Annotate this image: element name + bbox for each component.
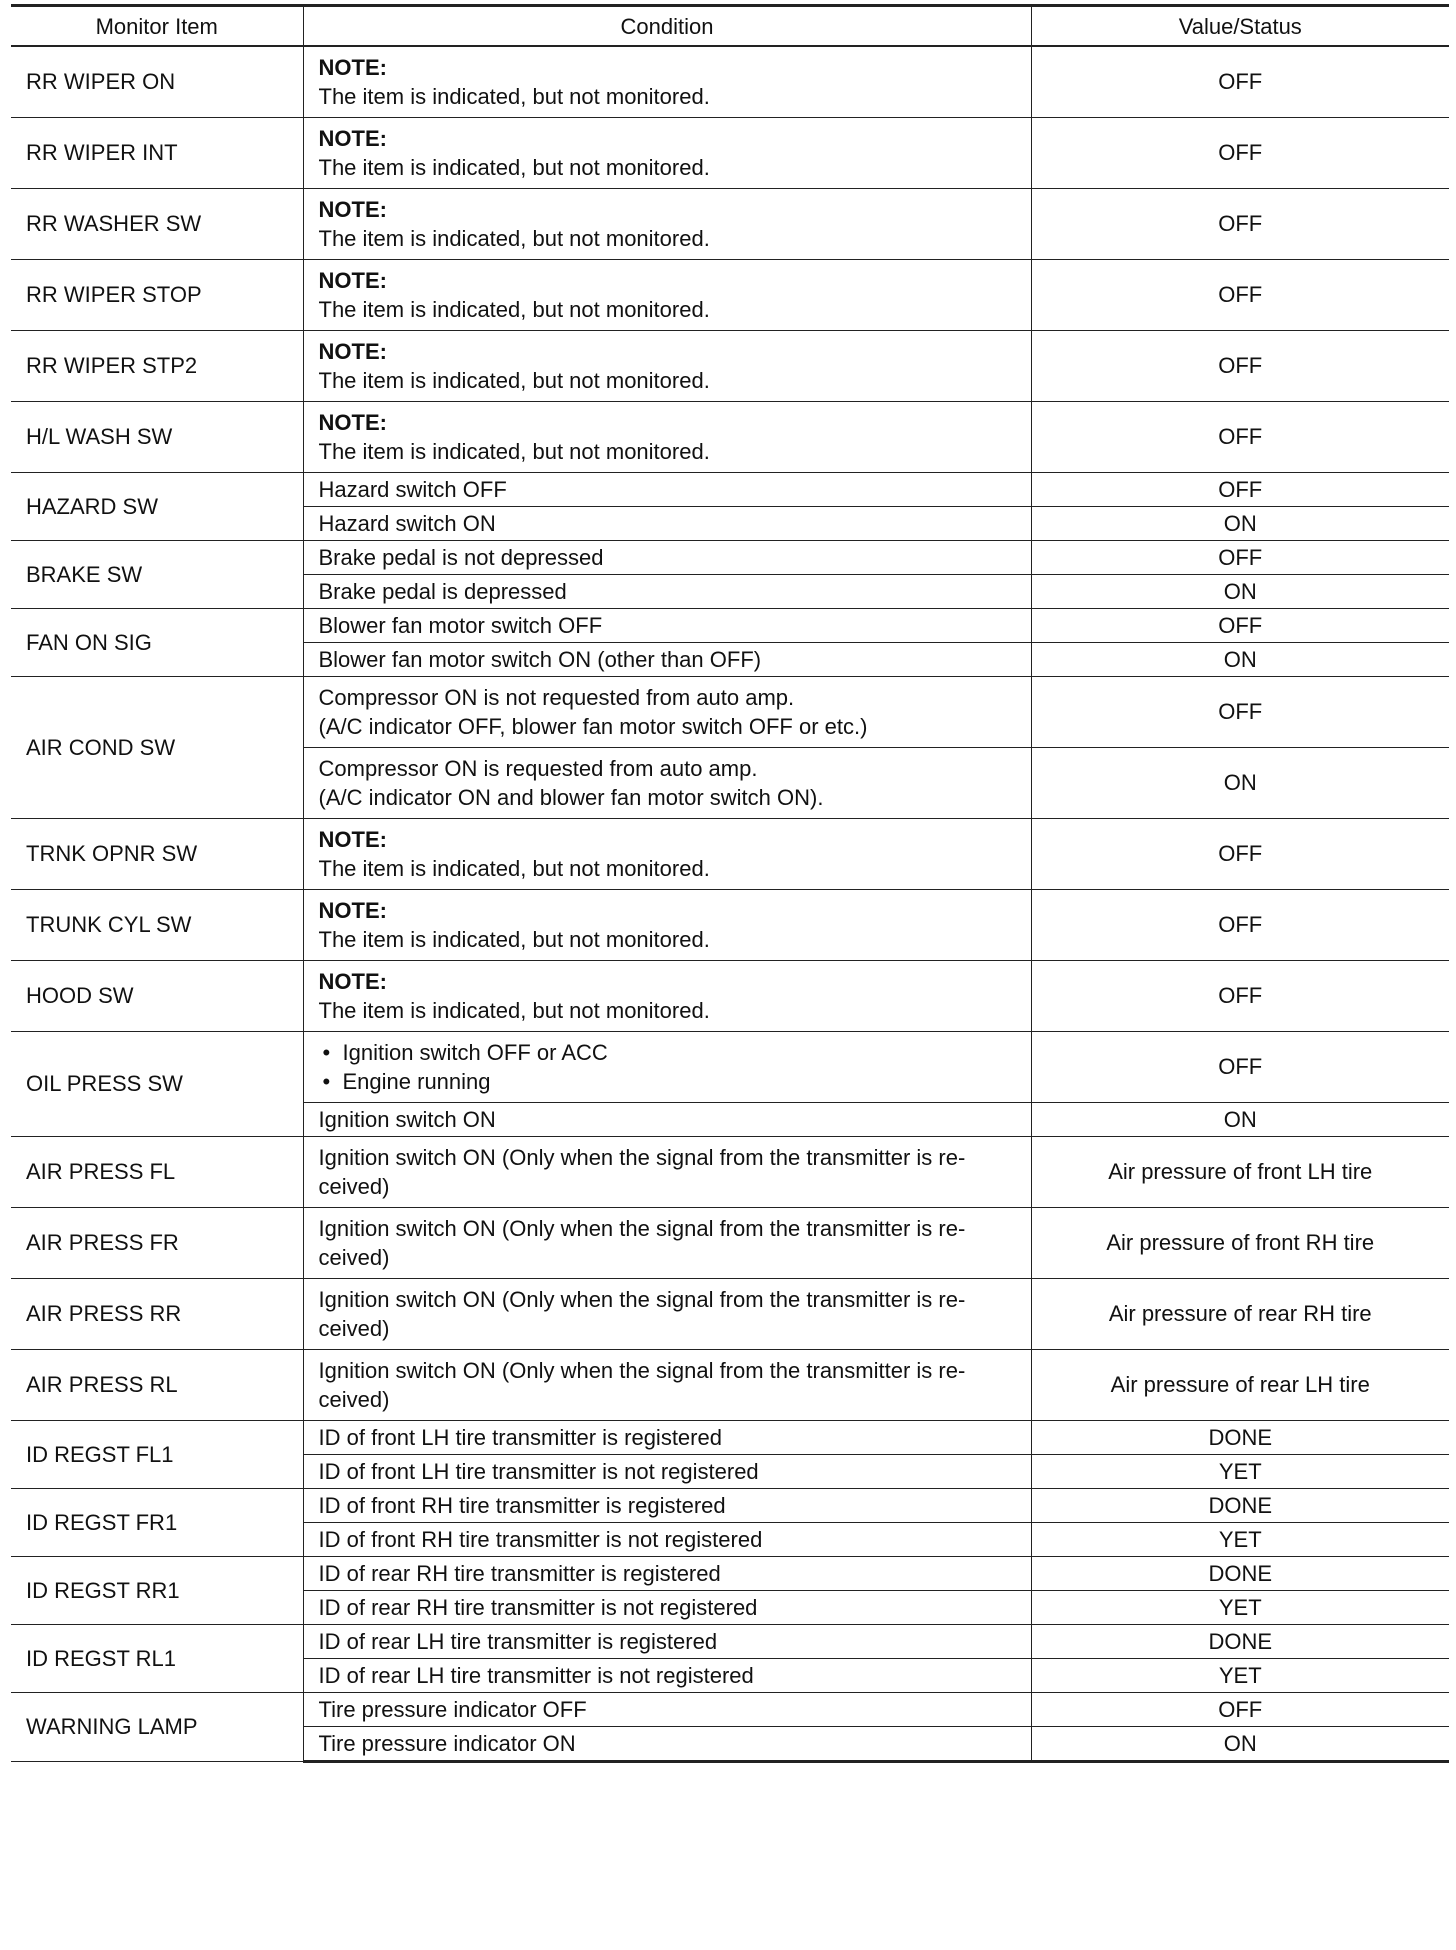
monitor-item-cell: AIR PRESS FR [11, 1207, 303, 1278]
header-monitor-item: Monitor Item [11, 6, 303, 47]
condition-text: Ignition switch ON (Only when the signal from the transmitter is re- [318, 1286, 966, 1312]
monitor-item-document [11, 4, 1449, 1763]
monitor-item-table [11, 4, 1449, 1763]
condition-cell [303, 889, 1031, 960]
table-row [11, 1420, 1449, 1454]
condition-cell [303, 1590, 1031, 1624]
note-label: NOTE: [318, 125, 387, 151]
note-label: NOTE: [318, 54, 387, 80]
condition-text: ceived) [318, 1315, 390, 1341]
condition-text: Engine running [342, 1068, 491, 1094]
table-row [11, 889, 1449, 960]
value-status-cell: ON [1031, 1726, 1449, 1761]
note-text: The item is indicated, but not monitored. [318, 855, 710, 881]
monitor-item-cell: RR WIPER INT [11, 117, 303, 188]
monitor-item-cell: OIL PRESS SW [11, 1031, 303, 1136]
value-status-cell: OFF [1031, 1031, 1449, 1102]
condition-cell [303, 1556, 1031, 1590]
condition-cell [303, 1488, 1031, 1522]
condition-text: Ignition switch ON (Only when the signal from the transmitter is re- [318, 1144, 966, 1170]
value-status-cell: DONE [1031, 1420, 1449, 1454]
condition-cell [303, 1207, 1031, 1278]
monitor-item-cell: BRAKE SW [11, 540, 303, 608]
bullet-icon: • [322, 1068, 331, 1094]
condition-cell [303, 1136, 1031, 1207]
value-status-cell: OFF [1031, 472, 1449, 506]
condition-text: Hazard switch ON [318, 510, 496, 536]
condition-cell [303, 1349, 1031, 1420]
table-row [11, 608, 1449, 642]
monitor-item-cell: RR WIPER STOP [11, 259, 303, 330]
table-body [11, 46, 1449, 1761]
condition-text: ID of front RH tire transmitter is not registered [318, 1526, 763, 1552]
condition-text: Ignition switch OFF or ACC [342, 1039, 608, 1065]
value-status-cell: DONE [1031, 1488, 1449, 1522]
value-status-cell: OFF [1031, 259, 1449, 330]
condition-bullet [319, 1067, 1016, 1096]
value-status-cell: OFF [1031, 608, 1449, 642]
table-row [11, 188, 1449, 259]
condition-cell [303, 401, 1031, 472]
condition-text: Brake pedal is not depressed [318, 544, 604, 570]
condition-cell [303, 1031, 1031, 1102]
monitor-item-cell: RR WIPER ON [11, 46, 303, 117]
value-status-cell: YET [1031, 1658, 1449, 1692]
header-value-status: Value/Status [1031, 6, 1449, 47]
value-status-cell: YET [1031, 1590, 1449, 1624]
monitor-item-cell: ID REGST RL1 [11, 1624, 303, 1692]
note-text: The item is indicated, but not monitored. [318, 997, 710, 1023]
monitor-item-cell: FAN ON SIG [11, 608, 303, 676]
condition-cell [303, 506, 1031, 540]
condition-cell [303, 747, 1031, 818]
value-status-cell: ON [1031, 574, 1449, 608]
value-status-cell: YET [1031, 1522, 1449, 1556]
note-text: The item is indicated, but not monitored. [318, 83, 710, 109]
condition-text: ceived) [318, 1173, 390, 1199]
note-text: The item is indicated, but not monitored. [318, 367, 710, 393]
monitor-item-cell: ID REGST FL1 [11, 1420, 303, 1488]
condition-cell [303, 1624, 1031, 1658]
condition-text: Blower fan motor switch ON (other than OFF) [318, 646, 762, 672]
condition-text: Ignition switch ON [318, 1106, 496, 1132]
table-row [11, 1031, 1449, 1102]
condition-text: ID of rear LH tire transmitter is registered [318, 1628, 718, 1654]
condition-text: ID of rear RH tire transmitter is not registered [318, 1594, 758, 1620]
table-row [11, 46, 1449, 117]
condition-cell [303, 1692, 1031, 1726]
condition-cell [303, 1102, 1031, 1136]
condition-text: Ignition switch ON (Only when the signal from the transmitter is re- [318, 1357, 966, 1383]
condition-text: Compressor ON is requested from auto amp. [318, 755, 758, 781]
value-status-cell: YET [1031, 1454, 1449, 1488]
condition-cell [303, 1522, 1031, 1556]
note-label: NOTE: [318, 968, 387, 994]
monitor-item-cell: AIR PRESS FL [11, 1136, 303, 1207]
condition-cell [303, 608, 1031, 642]
table-row [11, 676, 1449, 747]
table-row [11, 259, 1449, 330]
condition-text: Tire pressure indicator OFF [318, 1696, 587, 1722]
header-condition: Condition [303, 6, 1031, 47]
condition-text: Hazard switch OFF [318, 476, 507, 502]
note-label: NOTE: [318, 338, 387, 364]
monitor-item-cell: RR WIPER STP2 [11, 330, 303, 401]
condition-text: ceived) [318, 1386, 390, 1412]
note-text: The item is indicated, but not monitored. [318, 154, 710, 180]
note-text: The item is indicated, but not monitored. [318, 438, 710, 464]
table-row [11, 1624, 1449, 1658]
monitor-item-cell: HOOD SW [11, 960, 303, 1031]
value-status-cell: OFF [1031, 46, 1449, 117]
condition-text: (A/C indicator OFF, blower fan motor switch OFF or etc.) [318, 713, 868, 739]
condition-text: ID of front LH tire transmitter is not registered [318, 1458, 759, 1484]
monitor-item-cell: ID REGST RR1 [11, 1556, 303, 1624]
value-status-cell: Air pressure of front RH tire [1031, 1207, 1449, 1278]
value-status-cell: OFF [1031, 117, 1449, 188]
monitor-item-cell: AIR PRESS RL [11, 1349, 303, 1420]
monitor-item-cell: WARNING LAMP [11, 1692, 303, 1761]
condition-text: ID of rear LH tire transmitter is not registered [318, 1662, 754, 1688]
monitor-item-cell: TRNK OPNR SW [11, 818, 303, 889]
table-header-row [11, 6, 1449, 47]
condition-cell [303, 259, 1031, 330]
table-row [11, 1556, 1449, 1590]
value-status-cell: ON [1031, 642, 1449, 676]
value-status-cell: OFF [1031, 401, 1449, 472]
condition-cell [303, 676, 1031, 747]
condition-cell [303, 188, 1031, 259]
value-status-cell: Air pressure of rear LH tire [1031, 1349, 1449, 1420]
value-status-cell: OFF [1031, 676, 1449, 747]
condition-cell [303, 1420, 1031, 1454]
condition-cell [303, 117, 1031, 188]
value-status-cell: ON [1031, 747, 1449, 818]
table-row [11, 472, 1449, 506]
condition-text: ceived) [318, 1244, 390, 1270]
condition-bullet [319, 1038, 1016, 1067]
value-status-cell: ON [1031, 506, 1449, 540]
value-status-cell: DONE [1031, 1556, 1449, 1590]
table-row [11, 540, 1449, 574]
table-row [11, 960, 1449, 1031]
monitor-item-cell: H/L WASH SW [11, 401, 303, 472]
note-label: NOTE: [318, 267, 387, 293]
condition-cell [303, 1454, 1031, 1488]
value-status-cell: OFF [1031, 960, 1449, 1031]
bullet-icon: • [322, 1039, 331, 1065]
table-row [11, 401, 1449, 472]
value-status-cell: OFF [1031, 330, 1449, 401]
value-status-cell: Air pressure of front LH tire [1031, 1136, 1449, 1207]
condition-text: Tire pressure indicator ON [318, 1730, 576, 1756]
condition-cell [303, 46, 1031, 117]
value-status-cell: OFF [1031, 188, 1449, 259]
table-row [11, 330, 1449, 401]
value-status-cell: Air pressure of rear RH tire [1031, 1278, 1449, 1349]
monitor-item-cell: HAZARD SW [11, 472, 303, 540]
table-row [11, 1136, 1449, 1207]
table-row [11, 1349, 1449, 1420]
condition-cell [303, 642, 1031, 676]
value-status-cell: OFF [1031, 1692, 1449, 1726]
table-row [11, 1692, 1449, 1726]
value-status-cell: ON [1031, 1102, 1449, 1136]
condition-text: ID of front RH tire transmitter is registered [318, 1492, 726, 1518]
condition-text: Brake pedal is depressed [318, 578, 567, 604]
monitor-item-cell: AIR PRESS RR [11, 1278, 303, 1349]
note-text: The item is indicated, but not monitored. [318, 296, 710, 322]
value-status-cell: OFF [1031, 540, 1449, 574]
condition-cell [303, 1726, 1031, 1761]
monitor-item-cell: AIR COND SW [11, 676, 303, 818]
note-text: The item is indicated, but not monitored. [318, 926, 710, 952]
table-row [11, 1488, 1449, 1522]
condition-text: Blower fan motor switch OFF [318, 612, 603, 638]
value-status-cell: DONE [1031, 1624, 1449, 1658]
condition-cell [303, 1278, 1031, 1349]
condition-cell [303, 960, 1031, 1031]
condition-text: Ignition switch ON (Only when the signal from the transmitter is re- [318, 1215, 966, 1241]
condition-cell [303, 818, 1031, 889]
value-status-cell: OFF [1031, 818, 1449, 889]
condition-cell [303, 1658, 1031, 1692]
table-row [11, 818, 1449, 889]
condition-cell [303, 540, 1031, 574]
monitor-item-cell: TRUNK CYL SW [11, 889, 303, 960]
condition-cell [303, 574, 1031, 608]
note-label: NOTE: [318, 196, 387, 222]
table-row [11, 1207, 1449, 1278]
condition-text: ID of front LH tire transmitter is registered [318, 1424, 722, 1450]
note-label: NOTE: [318, 826, 387, 852]
condition-text: ID of rear RH tire transmitter is registered [318, 1560, 721, 1586]
note-text: The item is indicated, but not monitored. [318, 225, 710, 251]
condition-text: (A/C indicator ON and blower fan motor switch ON). [318, 784, 824, 810]
note-label: NOTE: [318, 897, 387, 923]
condition-cell [303, 330, 1031, 401]
condition-cell [303, 472, 1031, 506]
table-row [11, 1278, 1449, 1349]
monitor-item-cell: ID REGST FR1 [11, 1488, 303, 1556]
note-label: NOTE: [318, 409, 387, 435]
value-status-cell: OFF [1031, 889, 1449, 960]
monitor-item-cell: RR WASHER SW [11, 188, 303, 259]
condition-text: Compressor ON is not requested from auto amp. [318, 684, 795, 710]
table-row [11, 117, 1449, 188]
